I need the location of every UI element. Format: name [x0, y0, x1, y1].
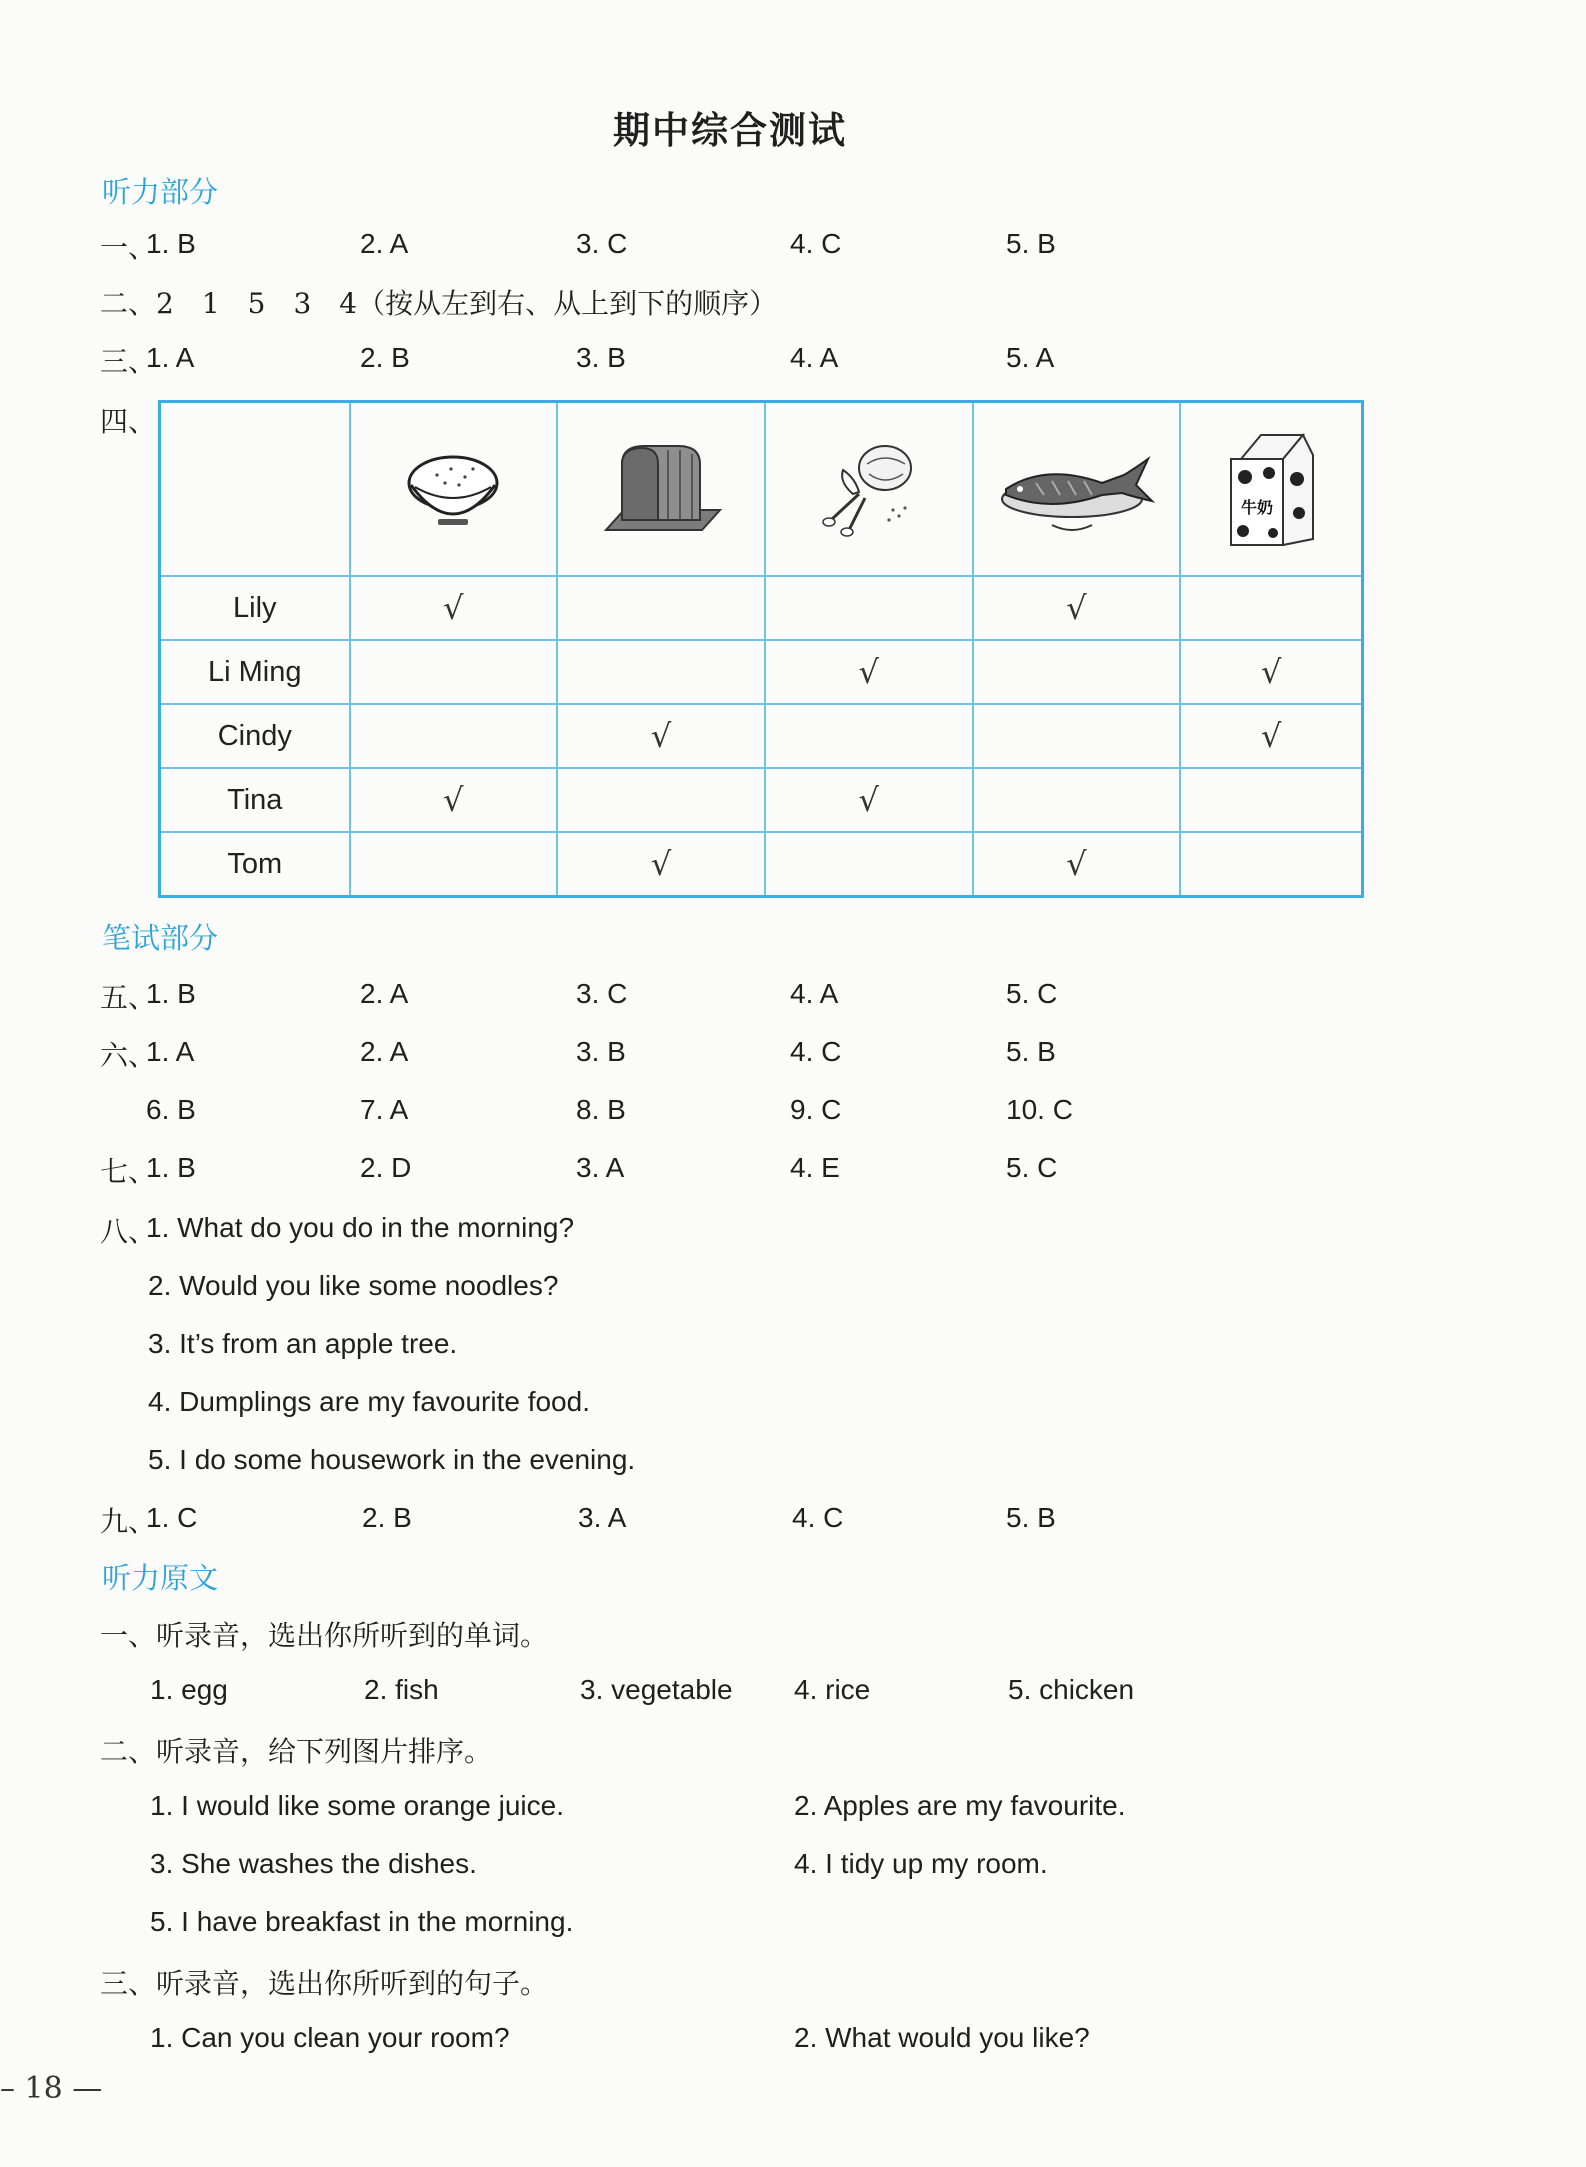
answer: 2. B	[362, 1502, 412, 1533]
sentence: 1. Can you clean your room?	[150, 2022, 510, 2053]
sentence: 2. What would you like?	[794, 2022, 1090, 2053]
tick-mark: √	[443, 589, 464, 627]
q9-label: 九、	[100, 1505, 157, 1538]
word: 2. fish	[364, 1674, 439, 1705]
q4-label: 四、	[100, 405, 157, 438]
answer: 2. A	[360, 1036, 409, 1067]
answer: 1. A	[146, 342, 195, 373]
q2-order: 二、2 1 5 3 4（按从左到右、从上到下的顺序）	[100, 287, 778, 320]
answer: 3. C	[576, 978, 628, 1009]
mark-cell	[765, 576, 973, 640]
milk-icon	[1221, 429, 1321, 549]
tick-mark: √	[443, 781, 464, 819]
food-header-cell	[350, 402, 558, 577]
answer: 6. B	[146, 1094, 196, 1125]
answer: 4. C	[790, 1036, 842, 1067]
answer: 5. B	[1006, 228, 1056, 259]
table-row	[160, 576, 1363, 640]
mark-cell	[350, 704, 558, 768]
section-writing: 笔试部分	[102, 921, 219, 955]
mark-cell	[973, 576, 1181, 640]
answer: 9. C	[790, 1094, 842, 1125]
answer: 5. B	[1006, 1502, 1056, 1533]
table-row	[160, 832, 1363, 897]
answer: 1. A	[146, 1036, 195, 1067]
transcript-heading: 一、听录音，选出你所听到的单词。	[100, 1619, 549, 1652]
answer: 1. B	[146, 228, 196, 259]
answer: 5. B	[1006, 1036, 1056, 1067]
answer: 4. E	[790, 1152, 840, 1183]
sentence: 1. I would like some orange juice.	[150, 1790, 564, 1821]
name-cell: Cindy	[160, 704, 350, 768]
table-row	[160, 640, 1363, 704]
mark-cell	[973, 832, 1181, 897]
tick-mark: √	[1260, 717, 1282, 755]
name-cell: Tom	[160, 832, 350, 897]
answer: 4. C	[790, 228, 842, 259]
name-cell: Li Ming	[160, 640, 350, 704]
sentence: 5. I have breakfast in the morning.	[150, 1906, 574, 1937]
answer: 2. A	[360, 978, 409, 1009]
answer: 1. C	[146, 1502, 198, 1533]
page-title: 期中综合测试	[613, 109, 847, 152]
q6-label: 六、	[100, 1039, 157, 1072]
mark-cell	[765, 640, 973, 704]
mark-cell	[557, 768, 765, 832]
sentence: 5. I do some housework in the evening.	[148, 1444, 636, 1475]
mark-cell	[350, 768, 558, 832]
answer: 3. A	[576, 1152, 625, 1183]
sentence: 1. What do you do in the morning?	[146, 1212, 575, 1243]
table-row	[160, 704, 1363, 768]
mark-cell	[1180, 768, 1362, 832]
mark-cell	[1180, 704, 1362, 768]
tick-mark: √	[858, 653, 879, 691]
mark-cell	[557, 640, 765, 704]
answer: 5. A	[1006, 342, 1055, 373]
vegetable-icon	[809, 434, 929, 544]
mark-cell	[350, 832, 558, 897]
mark-cell	[350, 640, 558, 704]
milk-label: 牛奶	[1241, 498, 1274, 517]
tick-mark: √	[650, 717, 672, 755]
mark-cell	[1180, 832, 1362, 897]
mark-cell	[973, 640, 1181, 704]
mark-cell	[973, 768, 1181, 832]
mark-cell	[557, 832, 765, 897]
answer: 3. B	[576, 342, 626, 373]
answer: 3. A	[578, 1502, 627, 1533]
mark-cell	[557, 704, 765, 768]
tick-mark: √	[1066, 845, 1087, 883]
page-number: – 18 —	[0, 2071, 103, 2106]
name-cell: Tina	[160, 768, 350, 832]
answer: 5. C	[1006, 1152, 1058, 1183]
section-listening: 听力部分	[102, 175, 219, 209]
mark-cell	[765, 832, 973, 897]
sentence: 4. I tidy up my room.	[794, 1848, 1048, 1879]
mark-cell	[765, 768, 973, 832]
food-choice-table	[158, 400, 1364, 898]
food-header-cell	[557, 402, 765, 577]
answer: 7. A	[360, 1094, 409, 1125]
mark-cell	[557, 576, 765, 640]
answer: 3. B	[576, 1036, 626, 1067]
q8-label: 八、	[100, 1215, 157, 1248]
sentence: 3. She washes the dishes.	[150, 1848, 477, 1879]
answer: 4. A	[790, 978, 839, 1009]
answer: 8. B	[576, 1094, 626, 1125]
answer: 10. C	[1006, 1094, 1073, 1125]
empty-header-cell	[160, 402, 350, 577]
tick-mark: √	[1260, 653, 1282, 691]
answer: 4. A	[790, 342, 839, 373]
q7-label: 七、	[100, 1155, 157, 1188]
rice-icon	[393, 439, 513, 539]
q3-label: 三、	[100, 345, 157, 378]
tick-mark: √	[1066, 589, 1087, 627]
mark-cell	[1180, 640, 1362, 704]
tick-mark: √	[650, 845, 672, 883]
name-cell: Lily	[160, 576, 350, 640]
q1-label: 一、	[100, 231, 157, 264]
answer: 4. C	[792, 1502, 844, 1533]
mark-cell	[765, 704, 973, 768]
answer: 3. C	[576, 228, 628, 259]
table-row	[160, 768, 1363, 832]
word: 4. rice	[794, 1674, 871, 1705]
answer: 1. B	[146, 978, 196, 1009]
word: 3. vegetable	[580, 1674, 733, 1705]
mark-cell	[350, 576, 558, 640]
fish-icon	[996, 439, 1156, 539]
answer: 5. C	[1006, 978, 1058, 1009]
sentence: 2. Apples are my favourite.	[794, 1790, 1126, 1821]
tick-mark: √	[858, 781, 879, 819]
section-transcript: 听力原文	[102, 1561, 219, 1595]
food-header-cell	[765, 402, 973, 577]
word: 1. egg	[150, 1674, 228, 1705]
mark-cell	[1180, 576, 1362, 640]
answer: 2. A	[360, 228, 409, 259]
answer: 2. B	[360, 342, 410, 373]
sentence: 4. Dumplings are my favourite food.	[148, 1386, 590, 1417]
food-header-cell	[973, 402, 1181, 577]
bread-icon	[596, 434, 726, 544]
answer: 1. B	[146, 1152, 196, 1183]
answer: 2. D	[360, 1152, 412, 1183]
sentence: 3. It’s from an apple tree.	[148, 1328, 458, 1359]
q5-label: 五、	[100, 981, 157, 1014]
table-header-row	[160, 402, 1363, 577]
sentence: 2. Would you like some noodles?	[148, 1270, 559, 1301]
transcript-heading: 三、听录音，选出你所听到的句子。	[100, 1967, 549, 2000]
mark-cell	[973, 704, 1181, 768]
transcript-heading: 二、听录音，给下列图片排序。	[100, 1735, 493, 1768]
word: 5. chicken	[1008, 1674, 1135, 1705]
food-header-cell	[1180, 402, 1362, 577]
